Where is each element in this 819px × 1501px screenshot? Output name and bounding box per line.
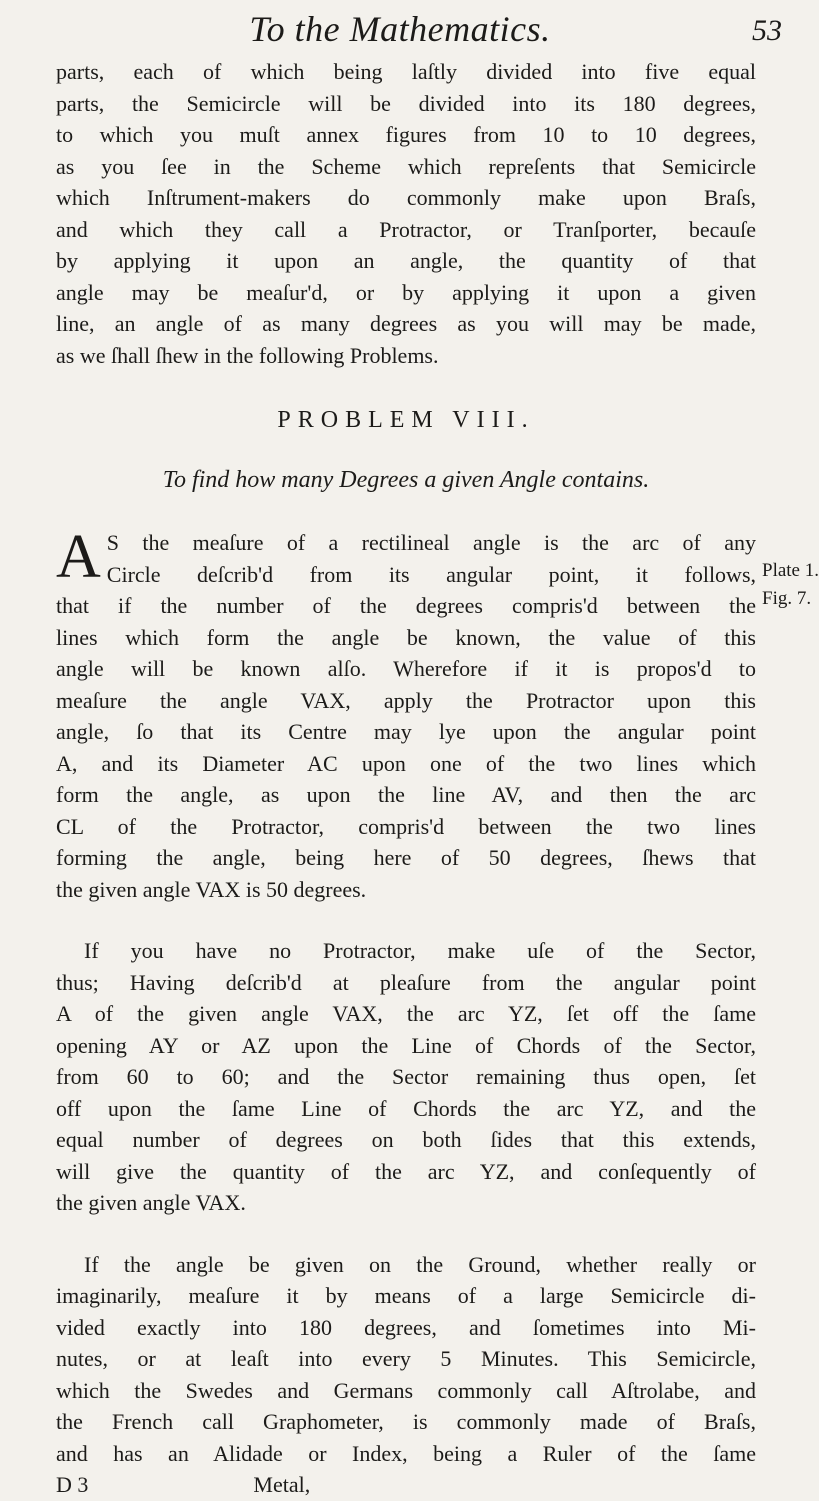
text-line: imaginarily, meaſure it by means of a large Semicircle di-	[56, 1283, 756, 1308]
body-text	[56, 56, 756, 1501]
text-line: If the angle be given on the Ground, whether really or	[84, 1251, 756, 1277]
text-line: opening AY or AZ upon the Line of Chords of the Sector,	[56, 1032, 756, 1058]
text-line: CL of the Protractor, compris'd between the two lines	[56, 813, 756, 839]
running-head: To the Mathematics.	[249, 9, 551, 49]
text-line: as you ſee in the Scheme which repreſents that Semicircle	[56, 153, 756, 179]
text-line: line, an angle of as many degrees as you will may be made,	[56, 311, 756, 336]
catchword-line: D 3 Metal,	[56, 1472, 311, 1497]
text-line: and has an Alidade or Index, being a Ruler of the ſame	[56, 1440, 756, 1466]
text-line: vided exactly into 180 degrees, and ſometimes into Mi-	[56, 1314, 756, 1340]
text-line: A, and its Diameter AC upon one of the two lines which	[56, 750, 756, 776]
paragraph-protractor	[56, 523, 756, 905]
text-line: that if the number of the degrees compris'd between the	[56, 593, 756, 618]
text-line: to which you muſt annex figures from 10 to 10 degrees,	[56, 122, 756, 147]
margin-note-plate: Plate 1.	[762, 560, 819, 581]
text-line: A of the given angle VAX, the arc YZ, ſet off the ſame	[56, 1001, 756, 1026]
margin-note-fig: Fig. 7.	[762, 588, 812, 609]
text-line: Circle deſcrib'd from its angular point, it follows,	[106, 561, 756, 587]
page-header	[0, 0, 800, 60]
text-line: If you have no Protractor, make uſe of the Sector,	[84, 938, 756, 963]
text-line: forming the angle, being here of 50 degrees, ſhews that	[56, 845, 756, 870]
text-line: parts, each of which being laſtly divided into five equal	[56, 59, 756, 84]
paragraph-ground	[56, 1249, 756, 1501]
text-line: form the angle, as upon the line AV, and then the arc	[56, 782, 756, 807]
text-line: equal number of degrees on both ſides that this extends,	[56, 1127, 756, 1152]
text-line: the given angle VAX.	[56, 1190, 246, 1215]
text-line: lines which form the angle be known, the value of this	[56, 624, 756, 650]
text-line: angle, ſo that its Centre may lye upon the angular point	[56, 719, 756, 744]
text-line: will give the quantity of the arc YZ, and conſequently of	[56, 1158, 756, 1184]
text-line: off upon the ſame Line of Chords the arc YZ, and the	[56, 1095, 756, 1121]
text-line: parts, the Semicircle will be divided into its 180 degrees,	[56, 90, 756, 116]
page-number: 53	[752, 14, 782, 47]
text-line: nutes, or at leaſt into every 5 Minutes. This Semicircle,	[56, 1346, 756, 1371]
text-line: angle will be known alſo. Wherefore if it is propos'd to	[56, 656, 756, 681]
text-line: the French call Graphometer, is commonly made of Braſs,	[56, 1409, 756, 1434]
problem-title: PROBLEM VIII.	[277, 407, 535, 433]
text-line: thus; Having deſcrib'd at pleaſure from the angular point	[56, 969, 756, 995]
text-line: the given angle VAX is 50 degrees.	[56, 876, 367, 902]
text-line: angle may be meaſur'd, or by applying it upon a given	[56, 279, 756, 305]
paragraph-sector	[56, 935, 756, 1219]
drop-cap: A	[56, 523, 101, 591]
text-line: from 60 to 60; and the Sector remaining thus open, ſet	[56, 1064, 756, 1089]
text-line: S the meaſure of a rectilineal angle is the arc of any	[106, 530, 756, 555]
text-line: as we ſhall ſhew in the following Problems.	[56, 342, 439, 368]
text-line: which the Swedes and Germans commonly call Aſtrolabe, and	[56, 1377, 756, 1403]
problem-statement: To find how many Degrees a given Angle contains.	[162, 467, 650, 493]
text-line: which Inſtrument-makers do commonly make upon Braſs,	[56, 185, 756, 210]
text-line: meaſure the angle VAX, apply the Protractor upon this	[56, 687, 756, 713]
text-line: and which they call a Protractor, or Tranſporter, becauſe	[56, 216, 756, 242]
paragraph-semicircle	[56, 56, 756, 371]
text-line: by applying it upon an angle, the quantity of that	[56, 248, 756, 273]
